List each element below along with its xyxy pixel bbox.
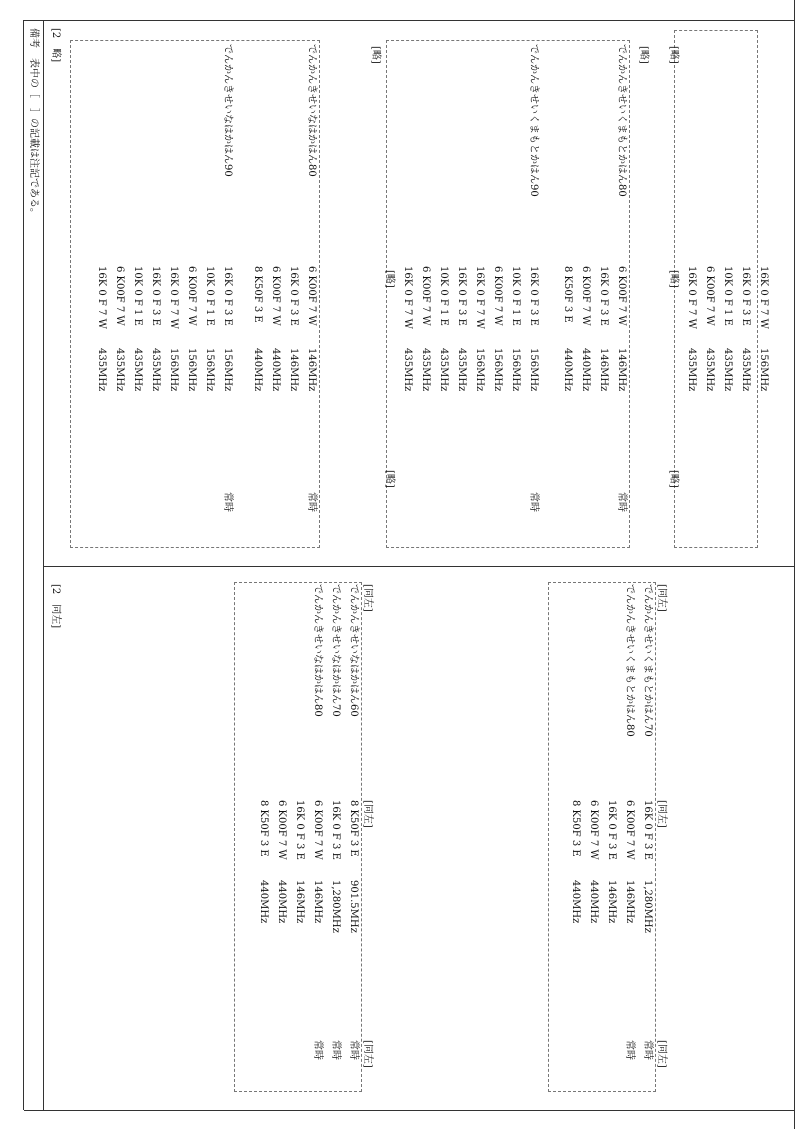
p3-row-6-freq: 435MHz [438,348,449,392]
rule-top [794,0,795,1129]
p5-row-3-freq: 156MHz [186,348,197,392]
p1-row-3-code: 10K 0 F 1 E [722,266,733,326]
rule-right [24,1110,795,1111]
left-footnote: [2 略] [50,28,61,63]
p5-row-4-freq: 156MHz [168,348,179,392]
p2-row-2-code: 16K 0 F 3 E [598,266,609,326]
p4-row-1-freq: 146MHz [306,348,317,392]
panel-5-station: でんかんきせいなはかはん90 [222,44,233,177]
p3-row-1-freq: 156MHz [528,348,539,392]
p5-row-1-freq: 156MHz [222,348,233,392]
g1-name-2: でんかんきせいくまもとかはん80 [624,584,635,737]
p4-row-4-code: 8 K50F 3 E [252,266,263,323]
group-1-label: [同左] [656,584,667,612]
group-1 [548,582,656,1092]
panel-1-label: [略] [668,46,679,64]
p1-row-1-code: 16K 0 F 7 W [758,266,769,329]
panel-1-end: [略] [668,470,679,488]
p3-row-7-code: 6 K00F 7 W [420,266,431,326]
p4-row-1-code: 6 K00F 7 W [306,266,317,326]
g2-row-3-freq: 146MHz [312,880,323,924]
p2-row-4-freq: 440MHz [562,348,573,392]
p4-row-4-freq: 440MHz [252,348,263,392]
rule-left [24,20,795,21]
p5-row-1-code: 16K 0 F 3 E [222,266,233,326]
panel-3-station: でんかんきせいくまもとかはん90 [528,44,539,197]
p4-row-2-freq: 146MHz [288,348,299,392]
panel-4-station: でんかんきせいなはかはん80 [306,44,317,177]
p1-row-2-freq: 435MHz [740,348,751,392]
rule-remark [23,20,24,1110]
g1-row-4-code: 6 K00F 7 W [588,800,599,860]
g1-row-5-code: 8 K50F 3 E [570,800,581,857]
g2-row-1-code: 8 K50F 3 E [348,800,359,857]
g2-name-3: でんかんきせいなはかはん80 [312,584,323,717]
g1-row-2-code: 6 K00F 7 W [624,800,635,860]
p3-row-5-freq: 435MHz [456,348,467,392]
p5-row-6-code: 10K 0 F 1 E [132,266,143,326]
p1-row-1-freq: 156MHz [758,348,769,392]
panel-1-mid: [略] [668,270,679,288]
p5-row-4-code: 16K 0 F 7 W [168,266,179,329]
p2-row-4-code: 8 K50F 3 E [562,266,573,323]
p5-row-6-freq: 435MHz [132,348,143,392]
g1-row-1-freq: 1,280MHz [642,880,653,933]
p5-row-2-freq: 156MHz [204,348,215,392]
g1-row-4-freq: 440MHz [588,880,599,924]
p2-row-3-code: 6 K00F 7 W [580,266,591,326]
g2-row-6-freq: 440MHz [258,880,269,924]
rule-center [44,566,795,567]
panel-3-mid: [略] [384,270,395,288]
g2-always-2: 常時 [330,1040,341,1060]
g1-always-1: 常時 [642,1040,653,1060]
group-1-label-3: [同左] [656,1040,667,1068]
p3-row-8-freq: 435MHz [402,348,413,392]
g2-always-3: 常時 [312,1040,323,1060]
p2-row-3-freq: 440MHz [580,348,591,392]
g1-row-2-freq: 146MHz [624,880,635,924]
g1-row-1-code: 16K 0 F 3 E [642,800,653,860]
p3-row-4-freq: 156MHz [474,348,485,392]
p4-row-2-code: 16K 0 F 3 E [288,266,299,326]
panel-2-always: 常時 [616,492,627,512]
p5-row-5-freq: 435MHz [150,348,161,392]
p3-row-7-freq: 435MHz [420,348,431,392]
g1-name-1: でんかんきせいくまもとかはん70 [642,584,653,737]
group-1-label-2: [同左] [656,800,667,828]
g1-row-3-freq: 146MHz [606,880,617,924]
g2-always-1: 常時 [348,1040,359,1060]
g2-row-3-code: 6 K00F 7 W [312,800,323,860]
panel-4-always: 常時 [306,492,317,512]
g2-row-5-freq: 440MHz [276,880,287,924]
p2-row-2-freq: 146MHz [598,348,609,392]
panel-2-station: でんかんきせいくまもとかはん80 [616,44,627,197]
p3-row-3-freq: 156MHz [492,348,503,392]
group-2-label-3: [同左] [362,1040,373,1068]
panel-5-always: 常時 [222,492,233,512]
rule-bottom [43,20,44,1110]
p1-row-2-code: 16K 0 F 3 E [740,266,751,326]
p3-row-2-freq: 156MHz [510,348,521,392]
panel-4-label: [略] [370,46,381,64]
group-2-label-2: [同左] [362,800,373,828]
p3-row-4-code: 16K 0 F 7 W [474,266,485,329]
p3-row-3-code: 6 K00F 7 W [492,266,503,326]
p5-row-8-freq: 435MHz [96,348,107,392]
p5-row-7-freq: 435MHz [114,348,125,392]
p3-row-2-code: 10K 0 F 1 E [510,266,521,326]
p3-row-8-code: 16K 0 F 7 W [402,266,413,329]
g1-row-3-code: 16K 0 F 3 E [606,800,617,860]
p1-row-5-freq: 435MHz [686,348,697,392]
g2-row-2-code: 16K 0 F 3 E [330,800,341,860]
p4-row-3-freq: 440MHz [270,348,281,392]
g2-name-2: でんかんきせいなはかはん70 [330,584,341,717]
p2-row-1-code: 6 K00F 7 W [616,266,627,326]
p5-row-2-code: 10K 0 F 1 E [204,266,215,326]
p1-row-3-freq: 435MHz [722,348,733,392]
g2-row-5-code: 6 K00F 7 W [276,800,287,860]
p5-row-8-code: 16K 0 F 7 W [96,266,107,329]
panel-3-always: 常時 [528,492,539,512]
p4-row-3-code: 6 K00F 7 W [270,266,281,326]
g2-row-2-freq: 1,280MHz [330,880,341,933]
p2-row-1-freq: 146MHz [616,348,627,392]
group-2-label: [同左] [362,584,373,612]
g2-name-1: でんかんきせいなはかはん60 [348,584,359,717]
p1-row-5-code: 16K 0 F 7 W [686,266,697,329]
remark: 備考 表中の［ ］の記載は注記である。 [28,28,39,218]
g1-row-5-freq: 440MHz [570,880,581,924]
g2-row-1-freq: 901.5MHz [348,880,359,933]
g2-row-4-code: 16K 0 F 3 E [294,800,305,860]
g2-row-6-code: 8 K50F 3 E [258,800,269,857]
p1-row-4-code: 6 K00F 7 W [704,266,715,326]
p1-row-4-freq: 435MHz [704,348,715,392]
g2-row-4-freq: 146MHz [294,880,305,924]
panel-3-end: [略] [384,470,395,488]
p3-row-1-code: 16K 0 F 3 E [528,266,539,326]
p5-row-7-code: 6 K00F 7 W [114,266,125,326]
p5-row-5-code: 16K 0 F 3 E [150,266,161,326]
panel-2-label: [略] [638,46,649,64]
p5-row-3-code: 6 K00F 7 W [186,266,197,326]
g1-always-2: 常時 [624,1040,635,1060]
p3-row-6-code: 10K 0 F 1 E [438,266,449,326]
p3-row-5-code: 16K 0 F 3 E [456,266,467,326]
right-footnote: [2 同左] [50,584,61,629]
